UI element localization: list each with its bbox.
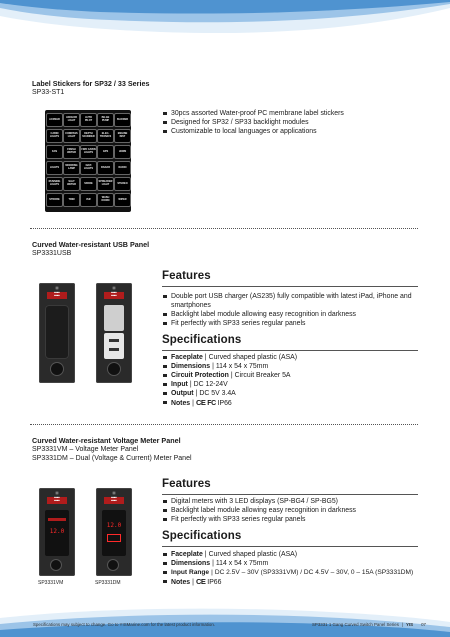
spec-notes: Notes | CE IP66 (163, 577, 428, 587)
screw (112, 491, 116, 495)
spec-circuit-protection: Circuit Protection | Circuit Breaker 5A (163, 371, 423, 380)
sticker-label: AUTO PILOT (80, 113, 97, 127)
dual-display: 12.0 (106, 522, 122, 529)
sticker-label: STEREO (114, 177, 131, 191)
usb-socket (104, 333, 124, 359)
breaker-port (108, 363, 120, 375)
section2-specs (163, 353, 423, 408)
sticker-label: SALT WATER (63, 177, 80, 191)
spec-dimensions: Dimensions | 114 x 54 x 75mm (163, 559, 428, 568)
sticker-label: SPREADER LIGHT (97, 177, 114, 191)
section3-features-heading: Features (162, 478, 211, 490)
meter-display-housing (102, 510, 126, 556)
sticker-label: RADIO (114, 161, 131, 175)
panel-label: ■■■■ ■■■■ (47, 292, 67, 299)
heading-rule (162, 350, 418, 351)
section3-title: Curved Water-resistant Voltage Meter Panel (32, 436, 181, 445)
bullet-item: 30pcs assorted Water-proof PC membrane label stickers (163, 109, 344, 118)
usb-flap (104, 305, 124, 331)
screw (55, 286, 59, 290)
footer-series: SP3331 1 Gang Curved Switch Panel Series | YIS 07 (312, 622, 426, 627)
sticker-label: SPARE (80, 177, 97, 191)
panel-label: ■■■■ ■■■■ (104, 292, 124, 299)
sticker-label: VHF (80, 193, 97, 207)
sticker-label: ENGINE INST (114, 129, 131, 143)
voltage-display: 12.0 (49, 528, 65, 535)
heading-rule (162, 286, 418, 287)
section3-specs-heading: Specifications (162, 530, 242, 542)
fc-mark-icon: FC (207, 400, 216, 407)
section1-bullets (163, 109, 344, 136)
sticker-label: ACRSHR (46, 113, 63, 127)
panel-port (108, 560, 118, 570)
section3-sub2: SP3331DM – Dual (Voltage & Current) Meter Panel (32, 455, 192, 462)
sticker-label: TRIM (63, 193, 80, 207)
spec-faceplate: Faceplate | Curved shaped plastic (ASA) (163, 353, 423, 362)
current-display (107, 534, 121, 542)
voltage-meter-panel (39, 488, 75, 576)
sticker-label: CABIN LIGHTS (46, 129, 63, 143)
sticker-label: RUNNING LIGHTS (46, 177, 63, 191)
sticker-label: LIGHTS (46, 161, 63, 175)
bullet-item: Customizable to local languages or applications (163, 127, 344, 136)
breaker-port (51, 363, 63, 375)
sticker-label: WASH DOWN (97, 193, 114, 207)
section2-title: Curved Water-resistant USB Panel (32, 240, 150, 249)
meter-display-housing (45, 510, 69, 556)
usb-port-icon (109, 339, 119, 342)
bullet-item: Designed for SP32 / SP33 backlight modules (163, 118, 344, 127)
meter-label (48, 518, 66, 521)
sticker-label: RADAR (97, 161, 114, 175)
feature-item: Fit perfectly with SP33 series regular panels (163, 515, 423, 524)
section2-features (163, 292, 423, 328)
spec-input: Input | DC 12-24V (163, 380, 423, 389)
sticker-label: STROBE (46, 193, 63, 207)
feature-item: Backlight label module allowing easy recognition in darkness (163, 310, 423, 319)
spec-faceplate: Faceplate | Curved shaped plastic (ASA) (163, 550, 428, 559)
ce-mark-icon: CE (195, 577, 206, 586)
feature-item: Digital meters with 3 LED displays (SP-BG4 / SP-BG5) (163, 497, 423, 506)
panel-label: ■■■■ ■■■■ (104, 497, 124, 504)
footer-disclaimer: Specifications may subject to change. Go to YISMarine.com for the latest product information. (33, 622, 215, 627)
section-divider (30, 228, 418, 229)
sticker-label: BLOWER (114, 113, 131, 127)
heading-rule (162, 494, 418, 495)
sticker-label: BILGE PUMP (97, 113, 114, 127)
section2-model: SP3331USB (32, 250, 72, 257)
section1-model: SP33-ST1 (32, 89, 65, 96)
ce-mark-icon: CE (195, 398, 206, 407)
section-divider (30, 424, 418, 425)
sticker-label: WIPER (114, 193, 131, 207)
sticker-label: HORN (114, 145, 131, 159)
caption-dm: SP3331DM (95, 580, 121, 586)
heading-rule (162, 546, 418, 547)
section2-features-heading: Features (162, 270, 211, 282)
spec-notes: Notes | CE FC IP66 (163, 398, 423, 408)
sticker-label: COMPASS LIGHT (63, 129, 80, 143)
panel-port (51, 560, 61, 570)
usb-panel-closed (39, 283, 75, 383)
sticker-label: FWD CABIN LIGHTS (80, 145, 97, 159)
spec-dimensions: Dimensions | 114 x 54 x 75mm (163, 362, 423, 371)
sticker-label: NAVI LIGHTS (80, 161, 97, 175)
screw (112, 286, 116, 290)
top-wave-decoration (0, 0, 450, 42)
usb-port-icon (109, 348, 119, 351)
bottom-wave-decoration (0, 600, 450, 637)
sticker-label: ELEC-TRONICS (97, 129, 114, 143)
sticker-label: DEPTH SOUNDER (80, 129, 97, 143)
sticker-label: FRESH WATER (63, 145, 80, 159)
feature-item: Fit perfectly with SP33 series regular panels (163, 319, 423, 328)
feature-item: Backlight label module allowing easy recognition in darkness (163, 506, 423, 515)
spec-input-range: Input Range | DC 2.5V – 30V (SP3331VM) / DC 4.5V – 30V, 0 – 15A (SP3331DM) (163, 568, 428, 577)
usb-cover (45, 305, 69, 359)
dual-meter-panel (96, 488, 132, 576)
section3-features (163, 497, 423, 524)
sticker-label: MOORING LAMP (63, 161, 80, 175)
spec-output: Output | DC 5V 3.4A (163, 389, 423, 398)
section3-sub1: SP3331VM – Voltage Meter Panel (32, 446, 139, 453)
usb-panel-open (96, 283, 132, 383)
section3-specs (163, 550, 428, 587)
sticker-label: GPS (97, 145, 114, 159)
caption-vm: SP3331VM (38, 580, 64, 586)
sticker-label: ANCHOR LIGHT (63, 113, 80, 127)
feature-item: Double port USB charger (AS235) fully compatible with latest iPad, iPhone and smartphones (163, 292, 423, 310)
label-sticker-sheet (45, 110, 131, 212)
panel-label: ■■■■ ■■■■ (47, 497, 67, 504)
sticker-label: FAN (46, 145, 63, 159)
section1-title: Label Stickers for SP32 / 33 Series (32, 79, 150, 88)
screw (55, 491, 59, 495)
section2-specs-heading: Specifications (162, 334, 242, 346)
